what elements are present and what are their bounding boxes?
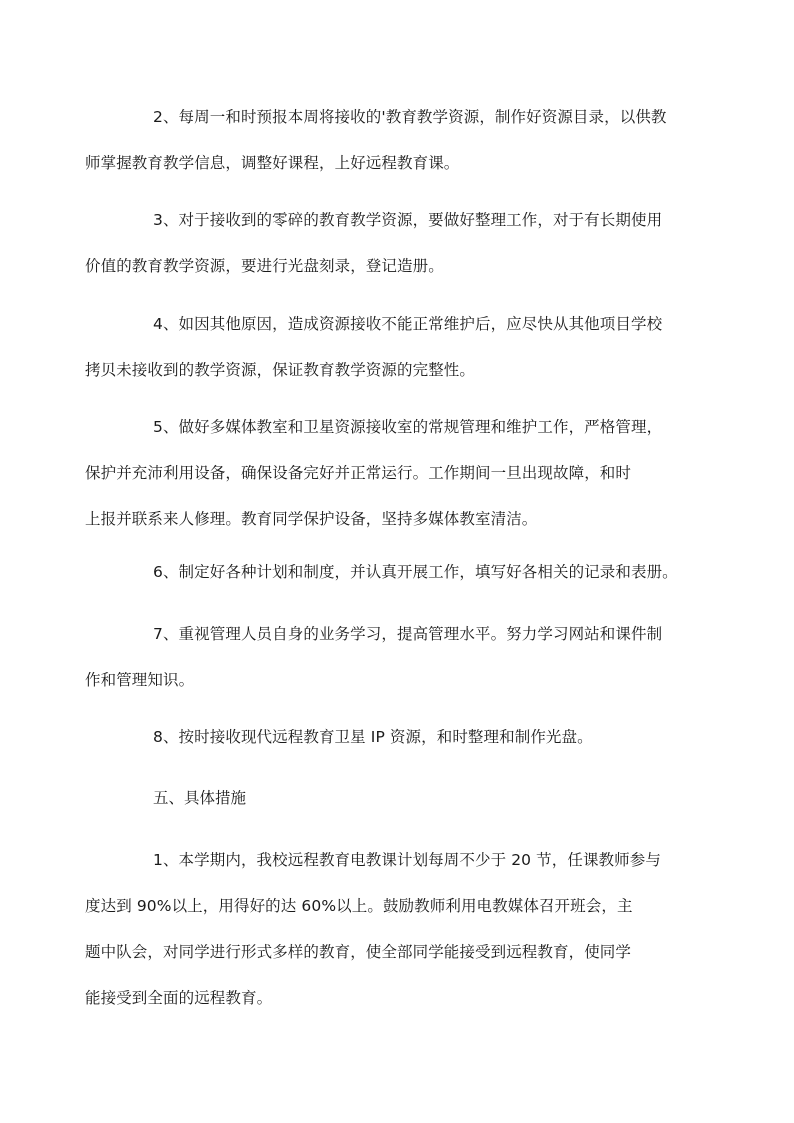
paragraph-item-2 — [85, 94, 679, 186]
paragraph-item-6 — [119, 549, 679, 595]
paragraph-line: 8、按时接收现代远程教育卫星 IP 资源，和时整理和制作光盘。 — [153, 728, 593, 746]
paragraph-line: 2、每周一和时预报本周将接收的'教育教学资源，制作好资源目录，以供教 — [153, 108, 667, 126]
paragraph-item-4 — [85, 301, 679, 393]
paragraph-line: 4、如因其他原因，造成资源接收不能正常维护后，应尽快从其他项目学校 — [153, 315, 663, 333]
paragraph-line: 师掌握教育教学信息，调整好课程，上好远程教育课。 — [85, 154, 460, 172]
section-heading: 五、具体措施 — [153, 789, 247, 807]
paragraph-line: 拷贝未接收到的教学资源，保证教育教学资源的完整性。 — [85, 361, 476, 379]
paragraph-item-5 — [85, 404, 679, 542]
paragraph-line: 价值的教育教学资源，要进行光盘刻录，登记造册。 — [85, 257, 444, 275]
paragraph-line: 作和管理知识。 — [85, 671, 195, 689]
paragraph-line: 5、做好多媒体教室和卫星资源接收室的常规管理和维护工作，严格管理， — [153, 418, 663, 436]
paragraph-line: 1、本学期内，我校远程教育电教课计划每周不少于 20 节，任课教师参与 — [153, 851, 661, 869]
paragraph-line: 保护并充沛利用设备，确保设备完好并正常运行。工作期间一旦出现故障，和时 — [85, 464, 632, 482]
paragraph-measure-1 — [85, 837, 679, 1021]
paragraph-item-3 — [85, 197, 679, 289]
paragraph-line: 能接受到全面的远程教育。 — [85, 989, 273, 1007]
paragraph-line: 度达到 90%以上，用得好的达 60%以上。鼓励教师利用电教媒体召开班会，主 — [85, 897, 633, 915]
paragraph-line: 7、重视管理人员自身的业务学习，提高管理水平。努力学习网站和课件制 — [153, 625, 663, 643]
paragraph-item-8 — [119, 714, 679, 760]
paragraph-line: 题中队会，对同学进行形式多样的教育，使全部同学能接受到远程教育，使同学 — [85, 943, 632, 961]
paragraph-line: 上报并联系来人修理。教育同学保护设备，坚持多媒体教室清洁。 — [85, 510, 538, 528]
paragraph-item-7 — [85, 611, 679, 703]
paragraph-line: 6、制定好各种计划和制度，并认真开展工作，填写好各相关的记录和表册。 — [153, 563, 678, 581]
paragraph-line: 3、对于接收到的零碎的教育教学资源，要做好整理工作，对于有长期使用 — [153, 211, 663, 229]
